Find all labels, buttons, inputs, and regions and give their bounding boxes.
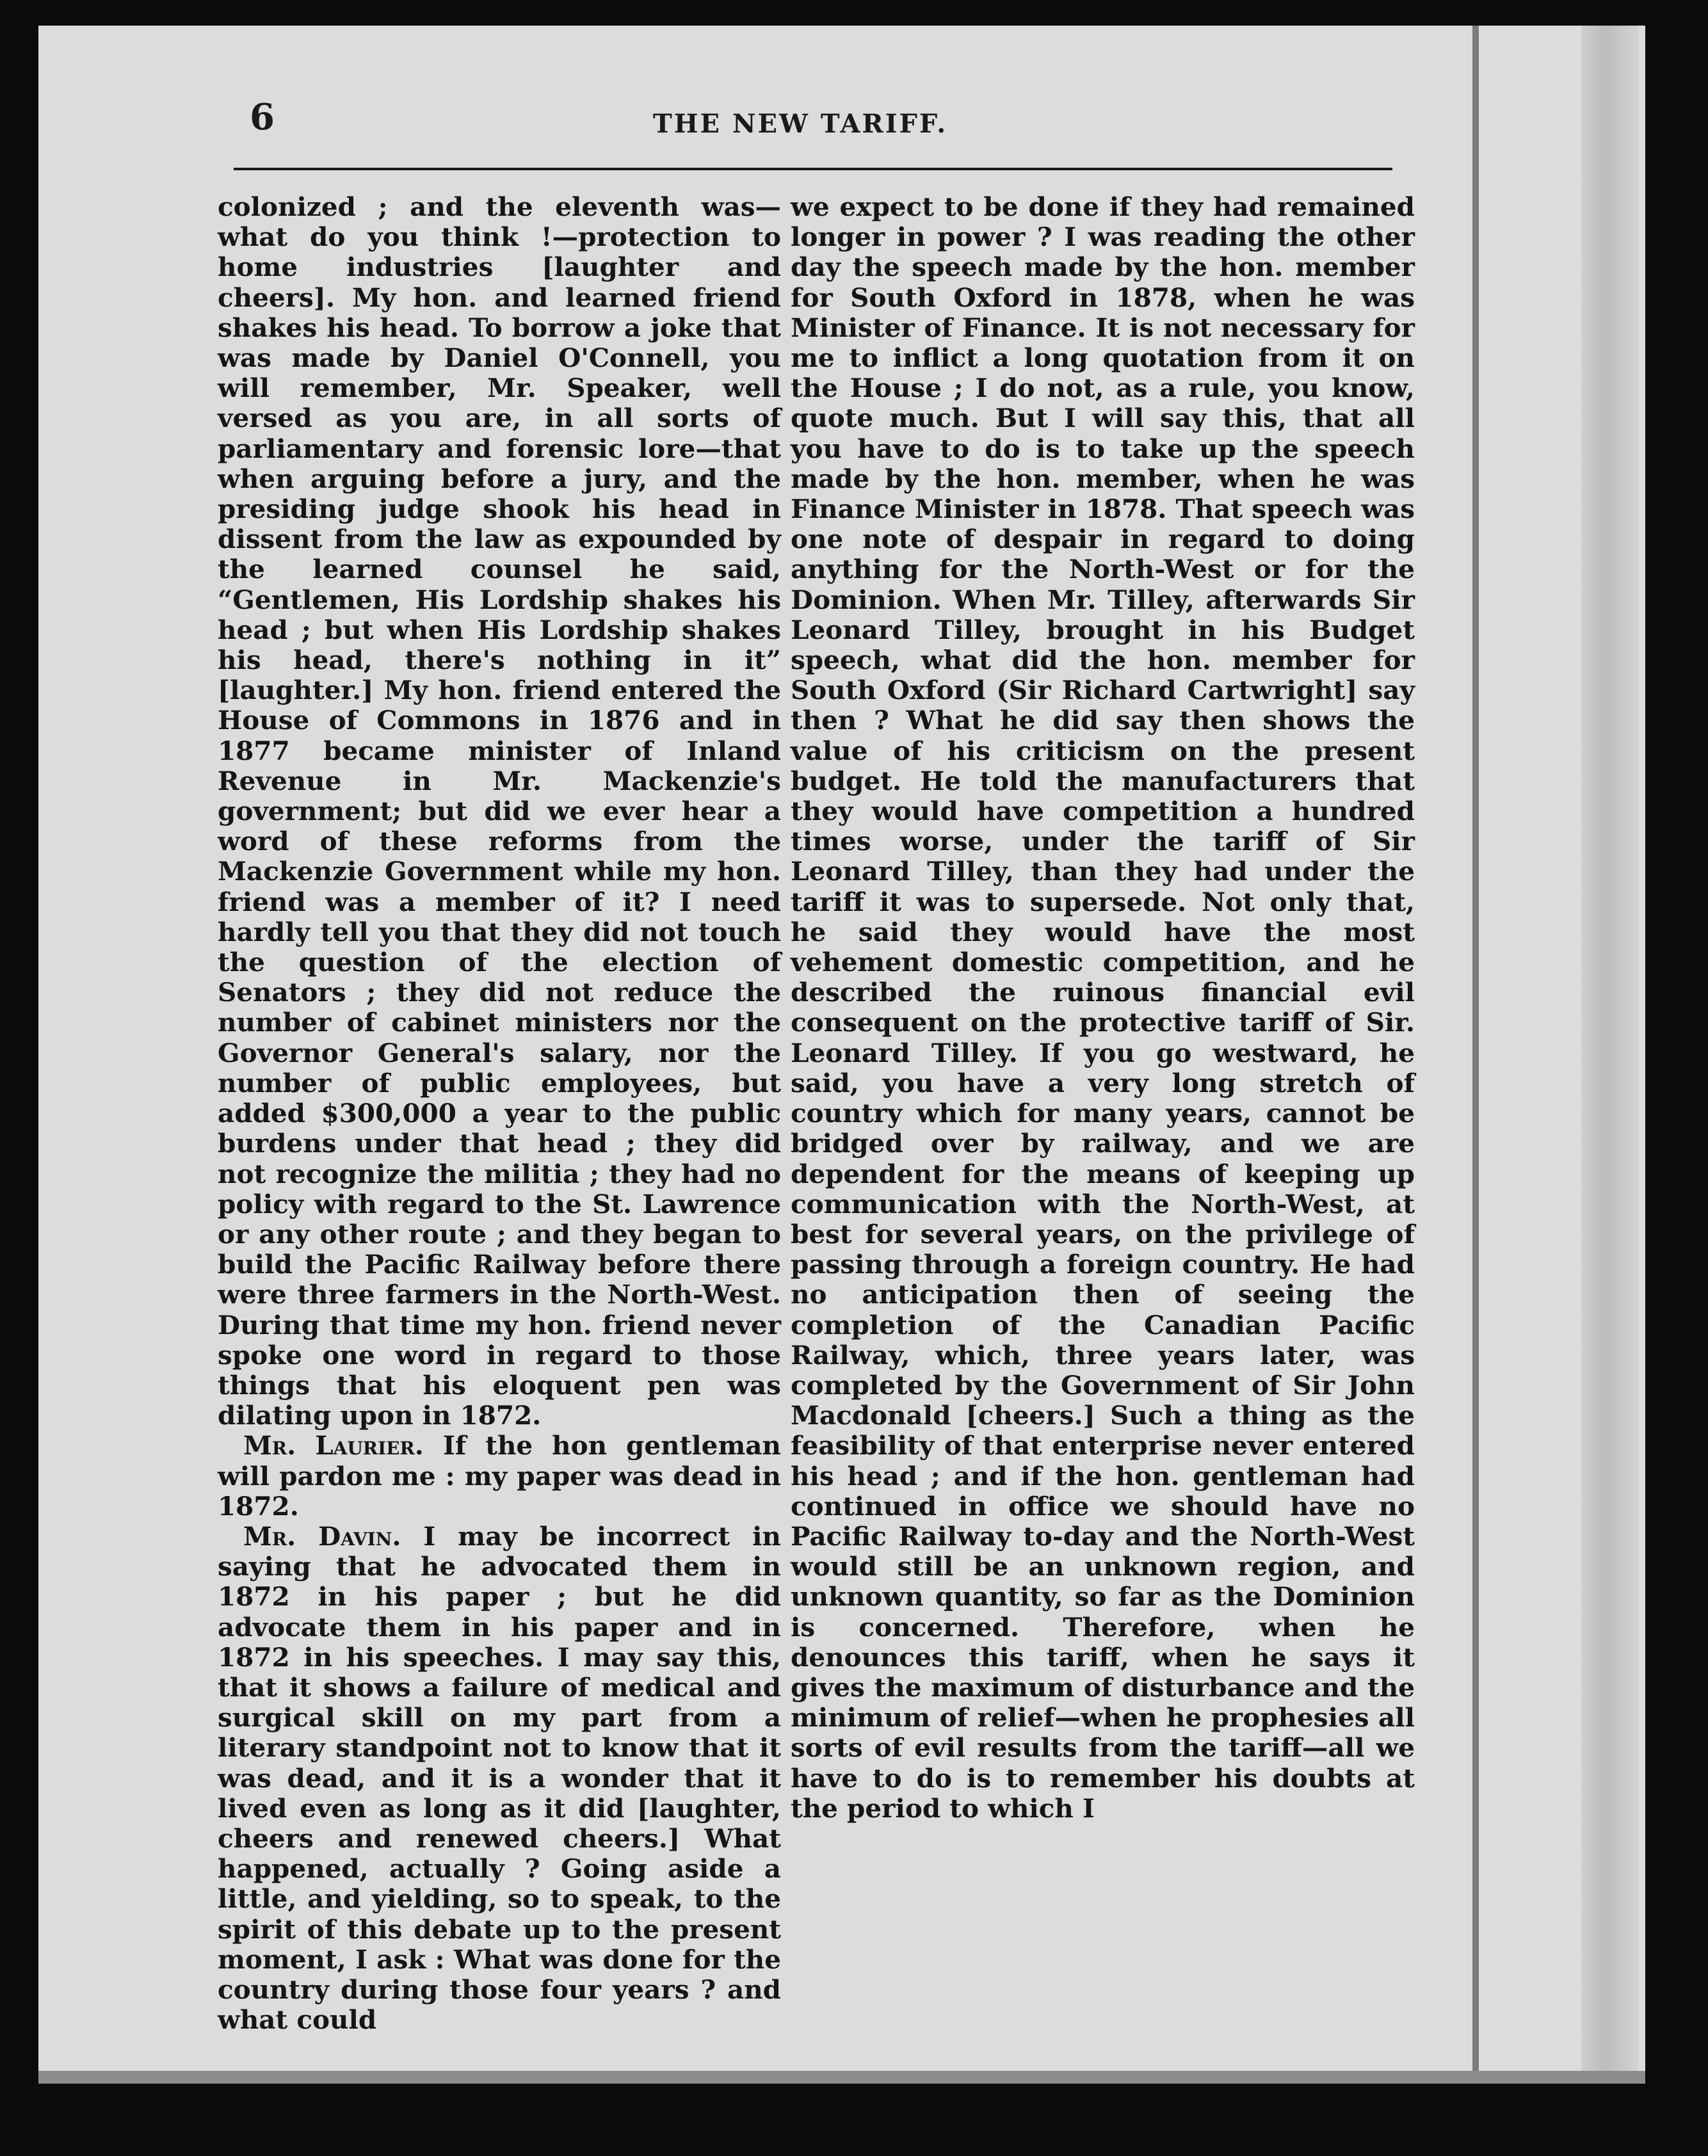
laurier-remark: If the hon gentleman will pardon me : my paper was dead in 1872. — [218, 1430, 781, 1522]
left-column — [218, 192, 781, 2035]
left-paragraph-1: colonized ; and the eleventh was—what do you think !—protection to home industries [laughter and cheers]. My hon. and learned friend shakes his head. To borrow a joke that was made by Daniel O'Connell, you will remember, Mr. Speaker, well versed as you are, in all sorts of parliamentary and forensic lore—that when arguing before a jury, and the presiding judge shook his head in dissent from the law as expounded by the learned counsel he said, “Gentlemen, His Lordship shakes his head ; but when His Lordship shakes his head, there's nothing in it” [laughter.] My hon. friend entered the House of Commons in 1876 and in 1877 became minister of Inland Revenue in Mr. Mackenzie's government; but did we ever hear a word of these reforms from the Mackenzie Government while my hon. friend was a member of it? I need hardly tell you that they did not touch the question of the election of Senators ; they did not reduce the number of cabinet ministers nor the Governor General's salary, nor the number of public employees, but added $300,000 a year to the public burdens under that head ; they did not recognize the militia ; they had no policy with regard to the St. Lawrence or any other route ; and they began to build the Pacific Railway before there were three farmers in the North-West. During that time my hon. friend never spoke one word in regard to those things that his eloquent pen was dilating upon in 1872. — [218, 191, 781, 1431]
header-rule — [234, 168, 1392, 170]
page-bottom-edge — [38, 2071, 1645, 2084]
speaker-davin: Mr. Davin. — [243, 1520, 401, 1552]
right-paragraph-1: we expect to be done if they had remained longer in power ? I was reading the other day the speech made by the hon. member for South Oxford in 1878, when he was Minister of Finance. It is not necessary for me to inflict a long quotation from it on the House ; I do not, as a rule, you know, quote much. But I will say this, that all you have to do is to take up the speech made by the hon. member, when he was Finance Minister in 1878. That speech was one note of despair in regard to doing anything for the North-West or for the Dominion. When Mr. Tilley, afterwards Sir Leonard Tilley, brought in his Budget speech, what did the hon. member for South Oxford (Sir Richard Cartwright] say then ? What he did say then shows the value of his criticism on the present budget. He told the manufacturers that they would have competition a hundred times worse, under the tariff of Sir Leonard Tilley, than they had under the tariff it was to supersede. Not only that, he said they would have the most vehement domestic competition, and he described the ruinous financial evil consequent on the protective tariff of Sir. Leonard Tilley. If you go westward, he said, you have a very long stretch of country which for many years, cannot be bridged over by railway, and we are dependent for the means of keeping up communication with the North-West, at best for several years, on the privilege of passing through a foreign country. He had no anticipation then of seeing the completion of the Canadian Pacific Railway, which, three years later, was completed by the Government of Sir John Macdonald [cheers.] Such a thing as the feasibility of that enterprise never entered his head ; and if the hon. gentleman had continued in office we should have no Pacific Railway to-day and the North-West would still be an unknown region, and unknown quantity, so far as the Dominion is concerned. Therefore, when he denounces this tariff, when he says it gives the maximum of disturbance and the minimum of relief—when he prophesies all sorts of evil results from the tariff—all we have to do is to remember his doubts at the period to which I — [791, 191, 1415, 1824]
binding-gutter — [1581, 26, 1639, 2074]
davin-remark: I may be incorrect in saying that he advocated them in 1872 in his paper ; but he did advocate them in his paper and in 1872 in his speeches. I may say this, that it shows a failure of medical and surgical skill on my part from a literary standpoint not to know that it was dead, and it is a wonder that it lived even as long as it did [laughter, cheers and renewed cheers.] What happened, actually ? Going aside a little, and yielding, so to speak, to the spirit of this debate up to the present moment, I ask : What was done for the country during those four years ? and what could — [218, 1520, 781, 2036]
page-number: 6 — [250, 96, 275, 138]
speaker-laurier: Mr. Laurier. — [243, 1430, 424, 1461]
left-paragraph-3 — [218, 1522, 781, 2035]
right-column — [791, 192, 1415, 1824]
page-edge-shadow — [1472, 26, 1479, 2074]
running-title: THE NEW TARIFF. — [653, 109, 948, 139]
left-paragraph-2 — [218, 1431, 781, 1522]
